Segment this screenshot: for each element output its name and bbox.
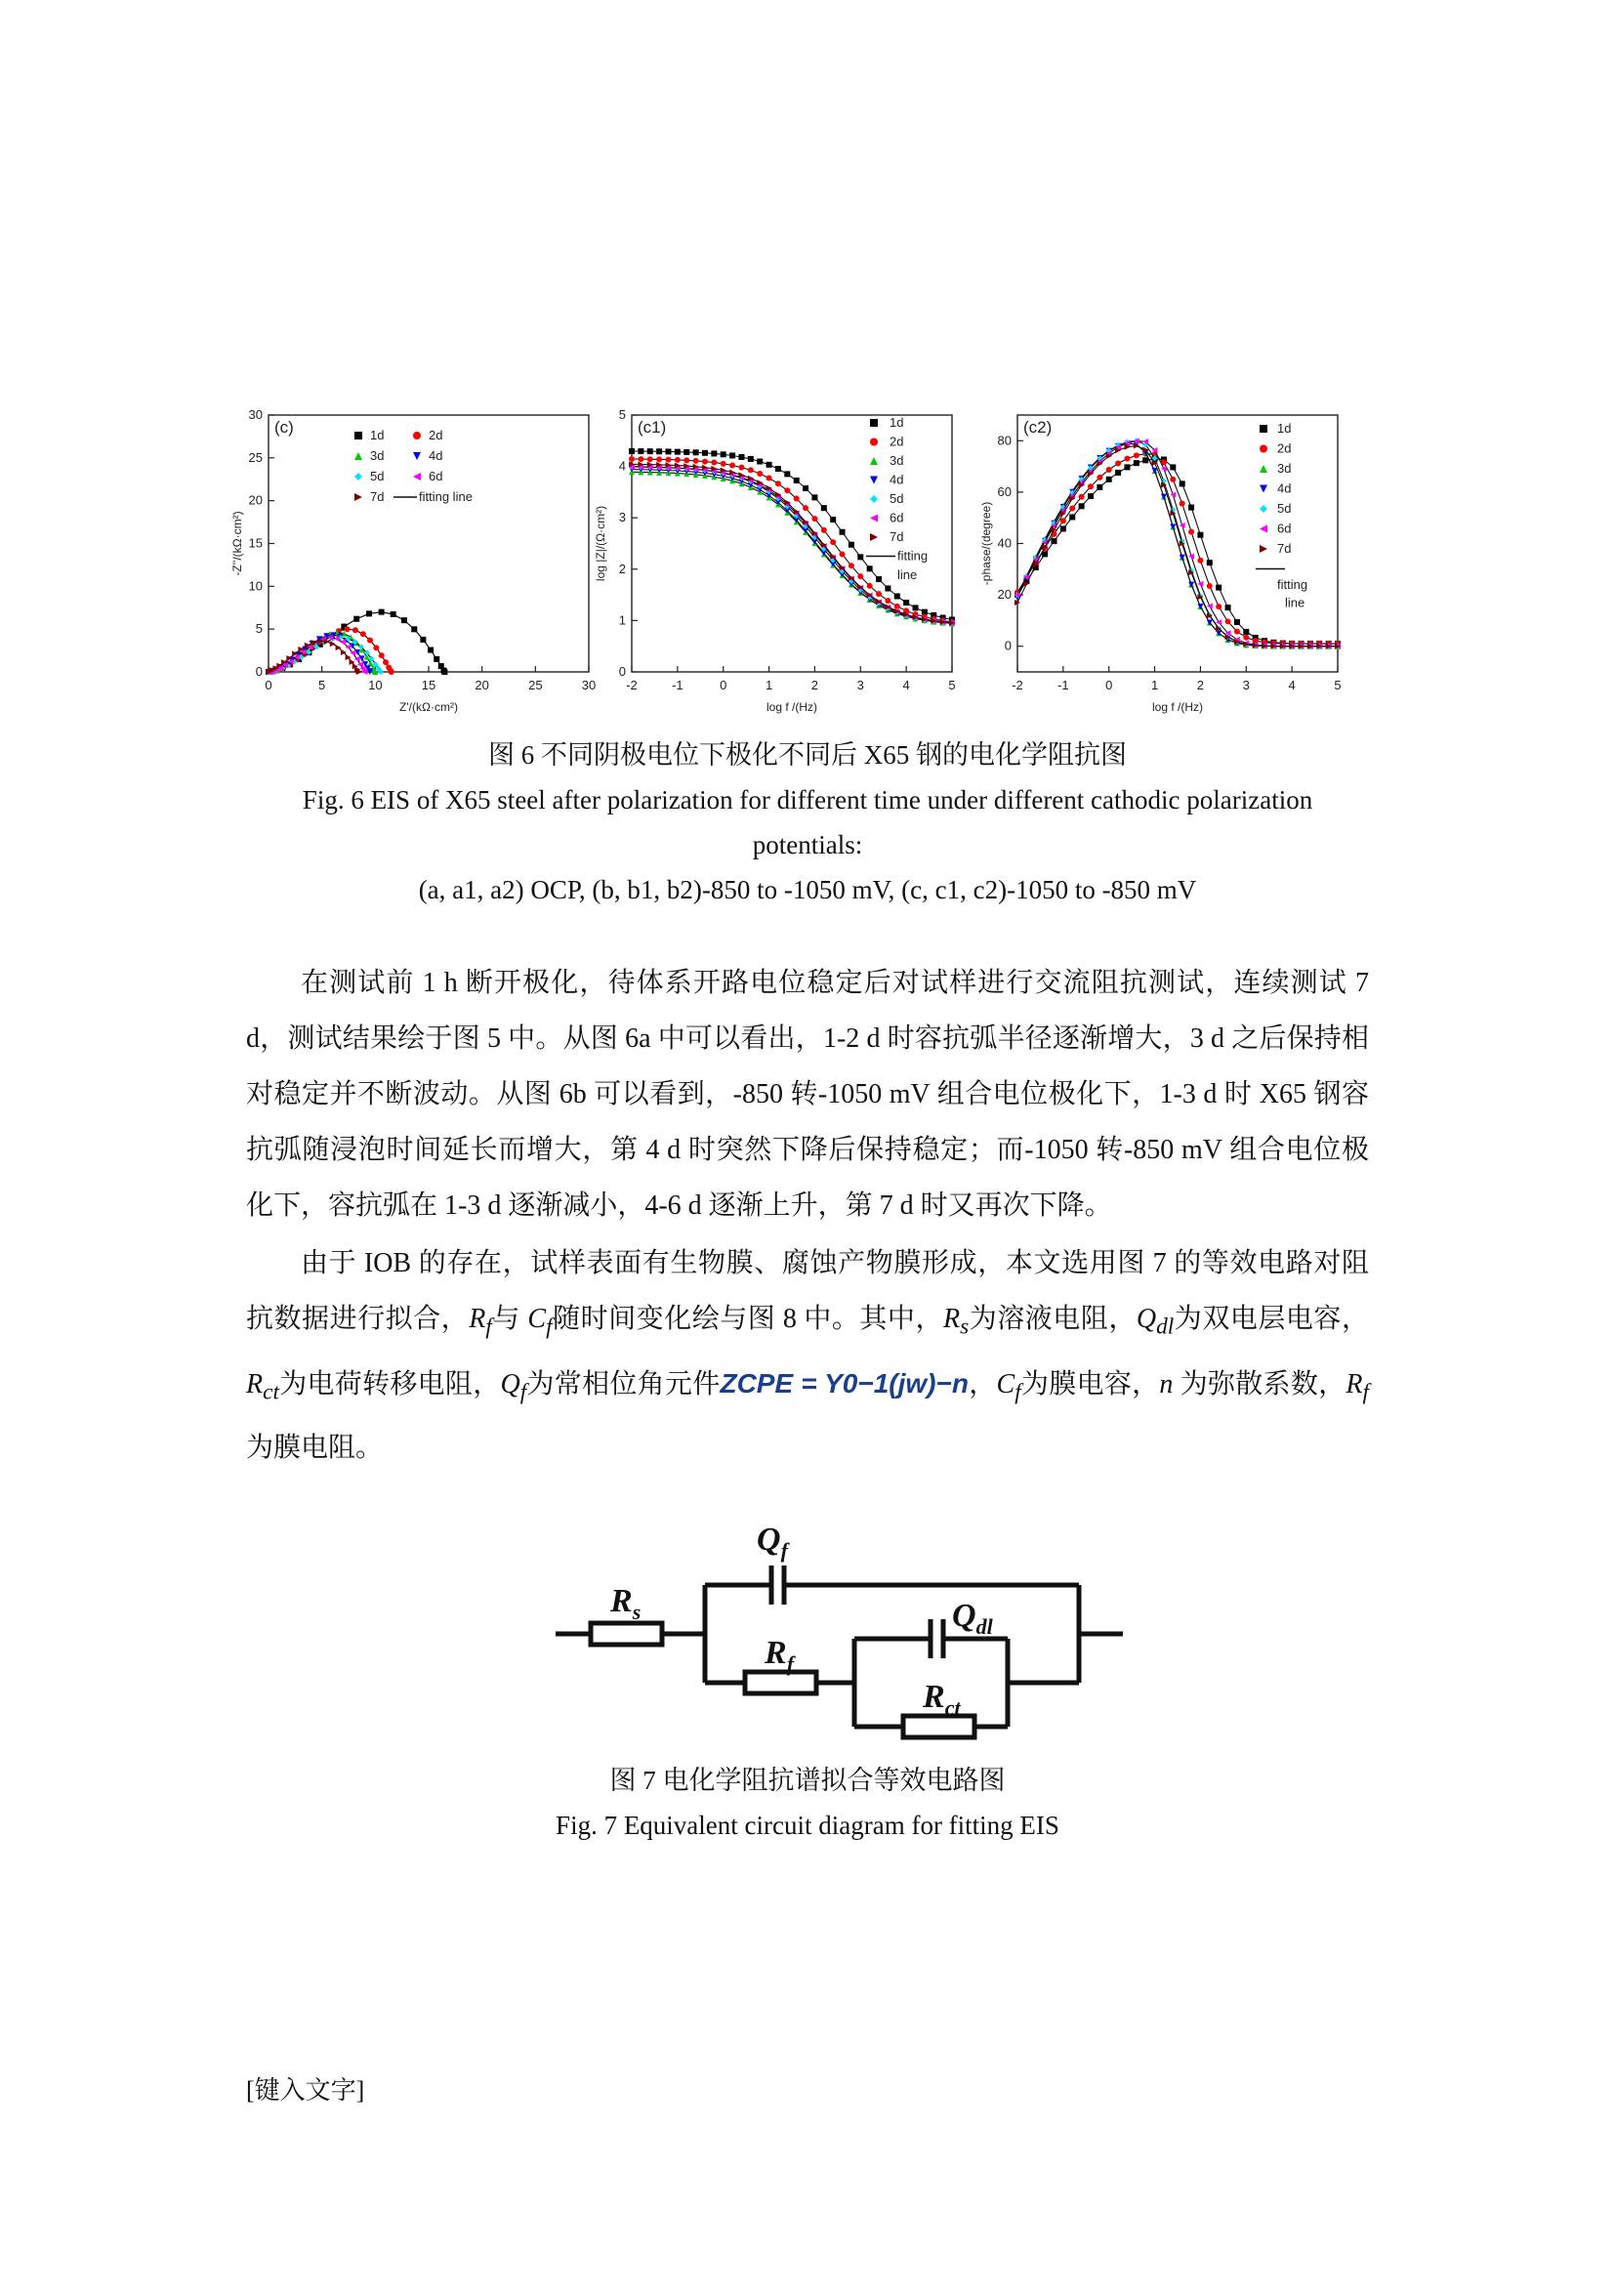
series-2d xyxy=(629,456,955,625)
marker-2d xyxy=(1188,529,1194,535)
p2-sub: f xyxy=(485,1314,492,1340)
marker-1d xyxy=(656,448,662,454)
marker-2d xyxy=(803,505,808,511)
legend-marker-6d xyxy=(870,515,878,522)
marker-2d xyxy=(665,457,671,463)
legend-label-fitting: fitting xyxy=(1277,577,1308,592)
x-tick-label: 20 xyxy=(475,678,489,692)
marker-2d xyxy=(702,459,708,465)
marker-2d xyxy=(1180,501,1185,507)
legend-label-1d: 1d xyxy=(1277,421,1292,436)
marker-1d xyxy=(1069,514,1075,520)
fit-line-5d xyxy=(632,467,952,623)
marker-2d xyxy=(784,487,790,493)
marker-1d xyxy=(1197,532,1203,538)
x-tick-label: -2 xyxy=(626,678,638,692)
marker-1d xyxy=(711,450,717,456)
marker-2d xyxy=(683,457,689,463)
legend-label-3d: 3d xyxy=(890,453,904,468)
marker-1d xyxy=(913,605,919,610)
marker-2d xyxy=(775,480,781,486)
x-tick-label: 0 xyxy=(720,678,727,692)
figure-6-caption-en-line3: (a, a1, a2) OCP, (b, b1, b2)-850 to -1050 mV, (c, c1, c2)-1050 to -850 mV xyxy=(418,875,1197,904)
marker-2d xyxy=(721,461,726,467)
marker-1d xyxy=(1170,464,1176,470)
marker-6d xyxy=(1197,581,1203,587)
y-tick-label: 4 xyxy=(618,458,626,474)
marker-2d xyxy=(821,527,827,533)
figure-7-caption-en: Fig. 7 Equivalent circuit diagram for fitting EIS xyxy=(556,1811,1059,1840)
p2-seg: ， xyxy=(968,1368,997,1399)
legend-marker-1d xyxy=(354,432,362,439)
legend-marker-2d xyxy=(1260,445,1267,453)
legend-marker-5d xyxy=(1260,505,1267,513)
marker-1d xyxy=(1180,480,1185,486)
legend-marker-3d xyxy=(1260,465,1267,473)
marker-2d xyxy=(1115,461,1121,467)
legend-marker-5d xyxy=(870,495,878,503)
x-tick-label: 5 xyxy=(948,678,956,692)
marker-1d xyxy=(1243,629,1249,635)
p2-seg: 随时间变化绘与图 8 中。其中， xyxy=(552,1304,943,1334)
paragraph-2-text xyxy=(246,1235,1369,1476)
p2-seg: 为溶液电阻， xyxy=(969,1304,1137,1334)
marker-1d xyxy=(729,452,735,458)
marker-6d xyxy=(1161,466,1167,472)
marker-6d xyxy=(1180,522,1185,528)
x-tick-label: 5 xyxy=(318,678,326,692)
x-tick-label: 4 xyxy=(902,678,910,692)
marker-2d xyxy=(693,458,699,464)
y-tick-label: 40 xyxy=(997,535,1012,551)
marker-1d xyxy=(811,494,817,500)
figure-6-caption-cn: 图 6 不同阴极电位下极化不同后 X65 钢的电化学阻抗图 xyxy=(488,740,1127,770)
marker-2d xyxy=(1060,518,1066,523)
marker-1d xyxy=(867,565,873,571)
marker-2d xyxy=(1216,604,1222,609)
legend-marker-6d xyxy=(413,473,421,480)
y-tick-label: 20 xyxy=(997,587,1012,603)
x-tick-label: 0 xyxy=(1105,678,1113,692)
label-rs: $R_s$ xyxy=(610,1583,642,1624)
figure-6-caption-en-line1: Fig. 6 EIS of X65 steel after polarization for different time under different cathodic polarization xyxy=(302,785,1313,814)
p2-seg: 为膜电容， xyxy=(1020,1368,1160,1399)
legend-label-6d: 6d xyxy=(429,469,443,483)
x-tick-label: 25 xyxy=(528,678,543,692)
marker-2d xyxy=(647,456,653,462)
p2-sub: f xyxy=(1362,1379,1369,1405)
p2-symbol-cf: C xyxy=(996,1368,1015,1399)
label-rf: $R_f$ xyxy=(765,1635,795,1676)
p2-sub: s xyxy=(960,1314,970,1340)
legend-marker-4d xyxy=(870,477,878,484)
paragraph-1-text: 在测试前 1 h 断开极化，待体系开路电位稳定后对试样进行交流阻抗测试，连续测试 7 d，测试结果绘于图 5 中。从图 6a 中可以看出，1-2 d 时容抗弧半径逐渐增大，3 d 之后保持相对稳定并不断波动。从图 6b 可以看到，-850 转-1050 mV 组合电位极化下，1-3 d 时 X65 钢容抗弧随浸泡时间延长而增大，第 4 d 时突然下降后保持稳定；而-1050 转-850 mV 组合电位极化下，容抗弧在 1-3 d 逐渐减小，4-6 d 逐渐上升，第 7 d 时又再次下降。 xyxy=(246,968,1369,1221)
bode-magnitude-plot xyxy=(594,400,972,723)
p2-symbol-qdl: Q xyxy=(1136,1304,1157,1334)
x-tick-label: 1 xyxy=(765,678,773,692)
p2-seg: 由于 IOB 的存在，试样表面有生物膜、腐蚀产物膜形成，本文选用图 7 的等效电路对阻抗数据进行拟合， xyxy=(246,1248,1369,1334)
p2-seg: 为膜电阻。 xyxy=(246,1433,384,1464)
marker-1d xyxy=(1079,503,1085,509)
legend-label-line: line xyxy=(897,567,918,582)
marker-1d xyxy=(638,448,643,454)
marker-2d xyxy=(830,539,836,545)
marker-1d xyxy=(1207,560,1213,565)
figure-7-caption xyxy=(0,1758,1615,1848)
legend-label-6d: 6d xyxy=(1277,521,1292,536)
p2-sub: f xyxy=(1015,1379,1021,1405)
panel-label: (c) xyxy=(274,418,294,437)
p2-seg: 为电荷转移电阻， xyxy=(278,1368,501,1399)
fit-line-2d xyxy=(632,459,952,622)
marker-2d xyxy=(379,652,385,658)
legend xyxy=(1256,421,1307,610)
marker-1d xyxy=(629,448,635,454)
legend-marker-2d xyxy=(413,432,421,439)
marker-1d xyxy=(1225,605,1231,610)
p2-seg: 为常相位角元件 xyxy=(526,1368,721,1399)
marker-2d xyxy=(738,465,744,471)
x-tick-label: 1 xyxy=(1150,678,1159,692)
series-4d xyxy=(1015,440,1341,648)
legend-marker-7d xyxy=(870,533,878,541)
marker-2d xyxy=(373,645,379,650)
label-qdl: $Q_{dl}$ xyxy=(952,1598,993,1639)
marker-2d xyxy=(766,476,772,481)
marker-2d xyxy=(656,456,662,462)
p2-sub: f xyxy=(519,1379,527,1405)
p2-sub: dl xyxy=(1156,1314,1175,1340)
legend-label-1d: 1d xyxy=(890,415,904,430)
equivalent-circuit-diagram xyxy=(552,1509,1128,1758)
legend-marker-1d xyxy=(870,419,878,427)
x-tick-label: 15 xyxy=(421,678,436,692)
legend-label-2d: 2d xyxy=(890,434,904,449)
marker-1d xyxy=(894,593,900,599)
series-7d xyxy=(1015,440,1341,649)
x-tick-label: 3 xyxy=(856,678,864,692)
x-tick-label: -2 xyxy=(1012,678,1023,692)
y-tick-label: 20 xyxy=(248,492,263,508)
marker-2d xyxy=(1079,494,1085,500)
marker-1d xyxy=(721,451,726,457)
x-tick-label: 3 xyxy=(1242,678,1250,692)
marker-6d xyxy=(1188,554,1194,560)
marker-1d xyxy=(420,637,426,643)
y-axis-label: log |Z|/(Ω·cm²) xyxy=(594,505,607,582)
marker-1d xyxy=(830,517,836,522)
legend-marker-2d xyxy=(870,438,878,446)
figure-6-caption xyxy=(0,732,1615,912)
y-tick-label: 3 xyxy=(618,510,626,525)
marker-2d xyxy=(876,591,882,597)
legend xyxy=(354,428,473,504)
legend-marker-4d xyxy=(413,452,421,460)
marker-2d xyxy=(1097,475,1102,480)
legend-marker-7d xyxy=(354,493,362,501)
marker-1d xyxy=(1051,538,1056,544)
p2-seg: 为双电层电容， xyxy=(1174,1304,1369,1334)
x-tick-label: -1 xyxy=(672,678,683,692)
legend-marker-1d xyxy=(1260,425,1267,433)
p2-symbol-n: n xyxy=(1159,1368,1174,1399)
marker-1d xyxy=(441,669,447,675)
legend-label-5d: 5d xyxy=(1277,501,1292,516)
panel-label: (c2) xyxy=(1023,418,1053,437)
marker-1d xyxy=(411,626,417,632)
marker-1d xyxy=(1142,457,1148,463)
legend-label-fitting: fitting xyxy=(897,548,929,564)
marker-1d xyxy=(353,616,359,622)
marker-1d xyxy=(885,586,890,592)
p2-symbol-cf: C xyxy=(527,1304,547,1334)
bode-phase-plot xyxy=(979,400,1359,723)
x-tick-label: 2 xyxy=(810,678,819,692)
marker-2d xyxy=(1106,467,1112,473)
marker-7d xyxy=(330,641,336,647)
legend-marker-3d xyxy=(354,452,362,460)
legend-label-4d: 4d xyxy=(1277,480,1292,496)
legend-label-fitting-line: fitting line xyxy=(419,489,473,504)
nyquist-plot xyxy=(230,400,600,723)
marker-2d xyxy=(360,631,366,637)
marker-1d xyxy=(391,611,396,617)
x-axis-label: log f /(Hz) xyxy=(1151,700,1204,714)
marker-1d xyxy=(434,656,439,662)
p2-symbol-rf: R xyxy=(469,1304,486,1334)
marker-1d xyxy=(794,478,800,483)
y-tick-label: 0 xyxy=(1004,638,1012,653)
fit-line-6d xyxy=(632,467,952,623)
legend-marker-5d xyxy=(354,473,362,480)
paragraph-1 xyxy=(246,955,1369,1233)
marker-2d xyxy=(383,659,389,665)
marker-2d xyxy=(629,456,635,462)
p2-symbol-rs: R xyxy=(942,1304,961,1334)
marker-1d xyxy=(1060,525,1066,531)
marker-1d xyxy=(840,529,846,535)
y-tick-label: 80 xyxy=(997,433,1012,448)
y-tick-label: 0 xyxy=(255,664,263,679)
legend xyxy=(866,415,928,582)
p2-symbol-rct: R xyxy=(246,1368,264,1399)
marker-2d xyxy=(1243,635,1249,641)
figure-6-caption-en-line2: potentials: xyxy=(752,830,863,859)
y-tick-label: 10 xyxy=(248,578,263,594)
marker-1d xyxy=(1106,477,1112,482)
bode-magnitude-chart-c1 xyxy=(594,400,972,723)
marker-1d xyxy=(748,456,754,462)
figure-7-caption-cn: 图 7 电化学阻抗谱拟合等效电路图 xyxy=(609,1766,1006,1795)
x-tick-label: 10 xyxy=(368,678,383,692)
resistor-rf xyxy=(745,1672,816,1693)
label-rct: $R_{ct}$ xyxy=(923,1679,961,1720)
x-tick-label: 4 xyxy=(1288,678,1296,692)
y-tick-label: 1 xyxy=(618,612,626,628)
y-tick-label: 2 xyxy=(618,561,626,576)
marker-2d xyxy=(675,457,681,463)
marker-1d xyxy=(1188,505,1194,511)
legend-label-1d: 1d xyxy=(370,428,385,442)
legend-marker-4d xyxy=(1260,485,1267,493)
marker-6d xyxy=(1170,492,1176,498)
resistor-rs xyxy=(591,1623,662,1645)
p2-symbol-rf: R xyxy=(1346,1368,1363,1399)
series-1d xyxy=(1015,456,1341,647)
marker-1d xyxy=(1134,460,1139,466)
marker-1d xyxy=(1234,619,1240,625)
x-tick-label: 0 xyxy=(265,678,272,692)
marker-2d xyxy=(389,669,394,675)
footer-placeholder: [键入文字] xyxy=(246,2076,365,2105)
legend-label-7d: 7d xyxy=(370,489,385,504)
marker-1d xyxy=(1124,464,1130,470)
marker-1d xyxy=(683,449,689,455)
marker-2d xyxy=(867,583,873,589)
marker-2d xyxy=(849,563,854,568)
legend-label-5d: 5d xyxy=(890,491,904,506)
y-tick-label: 5 xyxy=(618,407,626,422)
y-tick-label: 0 xyxy=(618,664,626,679)
label-qf: $Q_f$ xyxy=(757,1522,788,1563)
marker-2d xyxy=(1069,506,1075,512)
y-axis-label: -Z''/(kΩ·cm²) xyxy=(230,511,244,576)
marker-2d xyxy=(345,626,351,632)
marker-2d xyxy=(1225,618,1231,624)
bode-phase-chart-c2 xyxy=(979,400,1359,723)
circuit-svg xyxy=(552,1509,1128,1753)
fit-line-7d xyxy=(632,464,952,623)
marker-1d xyxy=(1097,484,1102,490)
marker-1d xyxy=(702,450,708,456)
marker-2d xyxy=(1207,583,1213,589)
marker-1d xyxy=(738,454,744,460)
series-3d xyxy=(1015,440,1341,648)
marker-1d xyxy=(803,485,808,491)
marker-6d xyxy=(1207,604,1213,609)
legend-label-line: line xyxy=(1285,595,1305,610)
p2-sub: f xyxy=(546,1314,553,1340)
legend-marker-6d xyxy=(1260,525,1267,533)
x-tick-label: -1 xyxy=(1057,678,1069,692)
panel-label: (c1) xyxy=(638,418,667,437)
marker-1d xyxy=(1216,585,1222,591)
legend-label-7d: 7d xyxy=(890,529,904,544)
marker-2d xyxy=(367,638,373,644)
marker-2d xyxy=(1134,452,1139,458)
p2-seg: 为弥散系数， xyxy=(1173,1368,1346,1399)
marker-2d xyxy=(748,467,754,473)
marker-2d xyxy=(729,462,735,468)
marker-2d xyxy=(757,471,763,477)
legend-label-6d: 6d xyxy=(890,510,904,525)
marker-2d xyxy=(811,516,817,522)
marker-1d xyxy=(757,459,763,465)
marker-2d xyxy=(1124,456,1130,462)
legend-label-4d: 4d xyxy=(429,448,443,463)
marker-1d xyxy=(876,576,882,582)
y-tick-label: 5 xyxy=(255,621,263,637)
y-axis-label: -phase/(degree) xyxy=(979,501,993,586)
marker-2d xyxy=(638,456,643,462)
marker-1d xyxy=(675,449,681,455)
series-2d xyxy=(1015,451,1341,647)
marker-1d xyxy=(366,610,372,616)
p2-symbol-qf: Q xyxy=(500,1368,520,1399)
marker-1d xyxy=(665,448,671,454)
legend-marker-3d xyxy=(870,457,878,465)
x-tick-label: 5 xyxy=(1334,678,1342,692)
marker-1d xyxy=(693,449,699,455)
legend-label-4d: 4d xyxy=(890,472,904,487)
marker-2d xyxy=(1170,477,1176,482)
legend-label-3d: 3d xyxy=(1277,461,1292,476)
x-axis-label: Z'/(kΩ·cm²) xyxy=(399,700,458,714)
marker-2d xyxy=(857,573,863,579)
marker-1d xyxy=(428,647,434,653)
marker-6d xyxy=(357,661,363,667)
marker-2d xyxy=(840,551,846,557)
legend-label-3d: 3d xyxy=(370,448,385,463)
cpe-formula: ZCPE = Y0−1(jw)−n xyxy=(720,1367,969,1398)
marker-2d xyxy=(1088,483,1094,489)
y-tick-label: 25 xyxy=(248,449,263,465)
y-tick-label: 60 xyxy=(997,483,1012,499)
p2-seg: 与 xyxy=(491,1304,528,1334)
y-tick-label: 30 xyxy=(248,407,263,422)
marker-1d xyxy=(647,448,653,454)
marker-1d xyxy=(1115,470,1121,476)
x-tick-label: 2 xyxy=(1196,678,1205,692)
marker-2d xyxy=(352,627,358,633)
x-axis-label: log f /(Hz) xyxy=(766,700,818,714)
marker-1d xyxy=(784,471,790,477)
marker-2d xyxy=(794,496,800,502)
p2-sub: ct xyxy=(263,1379,279,1405)
x-tick-label: 30 xyxy=(581,678,597,692)
marker-1d xyxy=(1088,493,1094,499)
legend-label-7d: 7d xyxy=(1277,541,1292,556)
legend-label-5d: 5d xyxy=(370,469,385,483)
marker-1d xyxy=(766,462,772,468)
marker-1d xyxy=(379,609,385,615)
marker-1d xyxy=(821,505,827,511)
legend-marker-7d xyxy=(1260,545,1267,553)
marker-2d xyxy=(711,460,717,466)
y-tick-label: 15 xyxy=(248,535,263,551)
marker-1d xyxy=(903,600,909,605)
resistor-rct xyxy=(903,1716,974,1737)
marker-1d xyxy=(849,542,854,548)
legend-label-2d: 2d xyxy=(1277,440,1292,456)
nyquist-chart-c xyxy=(230,400,600,723)
marker-1d xyxy=(857,554,863,560)
legend-label-2d: 2d xyxy=(429,428,443,442)
paragraph-2 xyxy=(246,1235,1369,1476)
marker-2d xyxy=(1197,558,1203,564)
marker-2d xyxy=(894,604,900,609)
marker-2d xyxy=(1234,629,1240,635)
marker-1d xyxy=(401,617,407,623)
marker-1d xyxy=(775,466,781,472)
fit-line-1d xyxy=(632,451,952,620)
marker-2d xyxy=(885,598,890,604)
